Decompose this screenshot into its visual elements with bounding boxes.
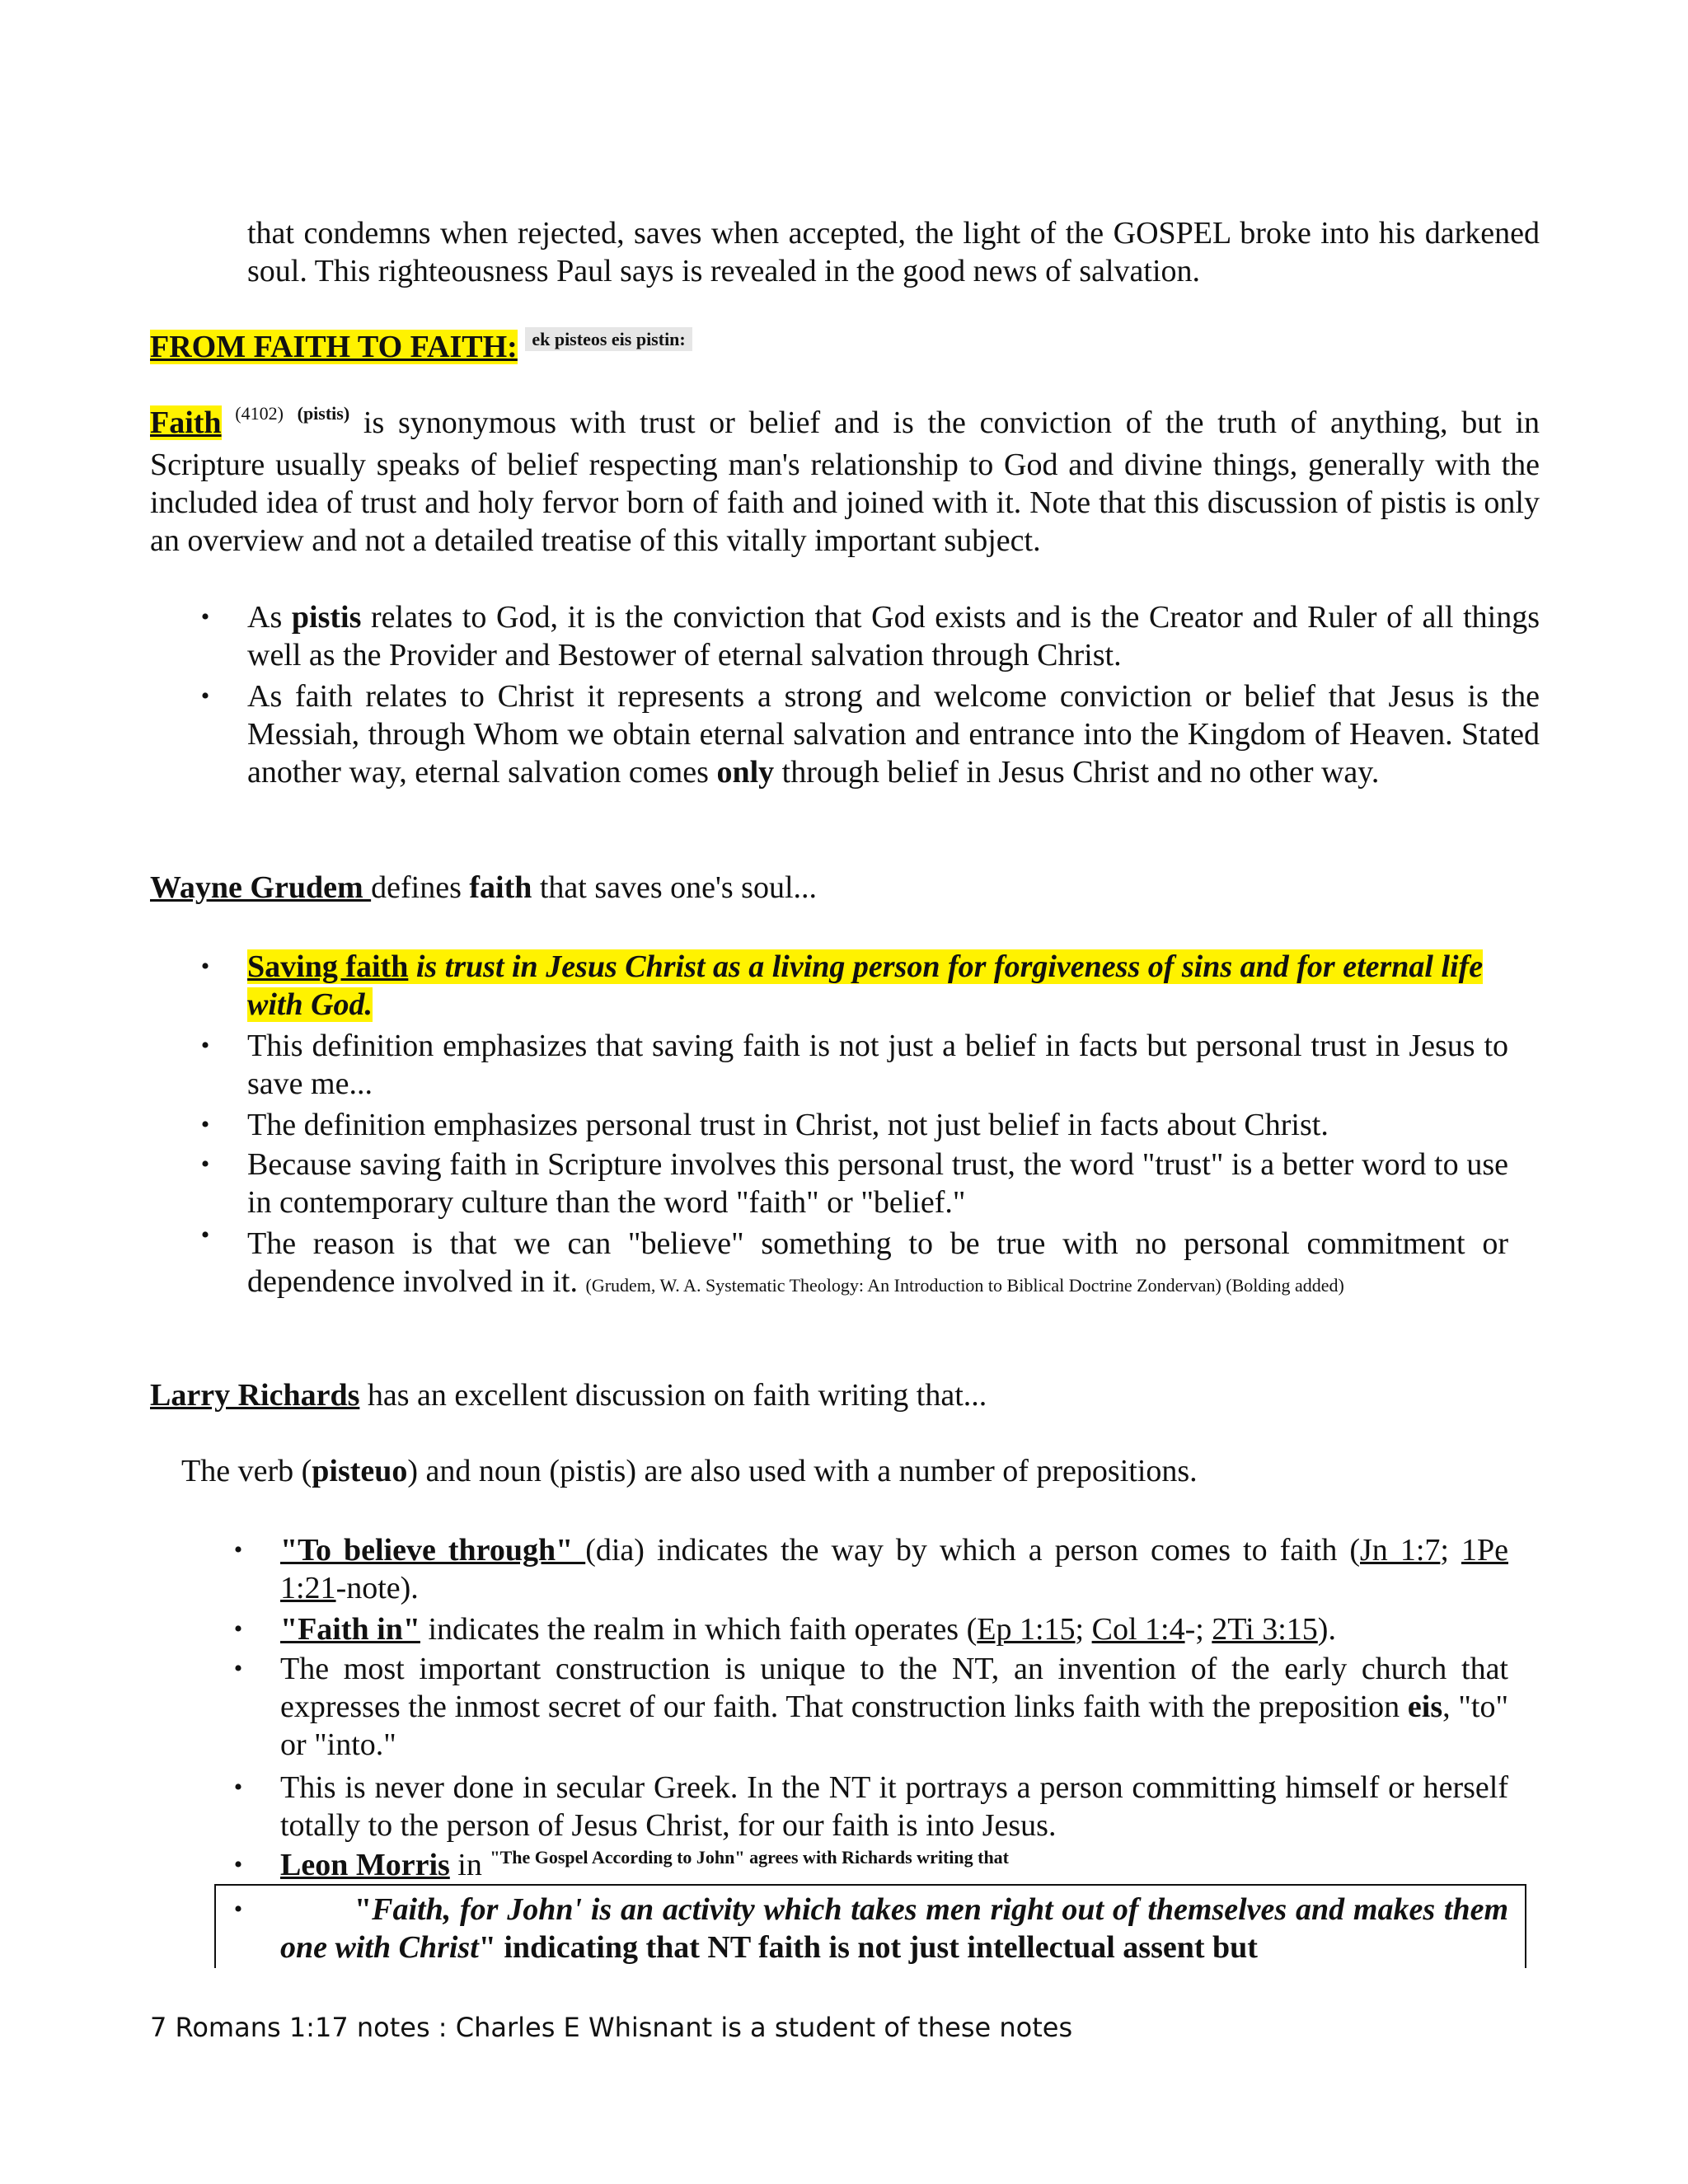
saving-faith-definition: is trust in Jesus Christ as a living person for forgiveness of sins and for eternal life with God.	[247, 949, 1484, 1022]
list-item	[247, 948, 1508, 1024]
list-item: Because saving faith in Scripture involves this personal trust, the word "trust" is a better word to use in contemporary culture than the word "faith" or "belief."	[247, 1147, 1508, 1220]
list-item: This definition emphasizes that saving faith is not just a belief in facts but personal trust in Jesus to save me...	[247, 1029, 1508, 1101]
bullet-dot: •	[233, 1774, 243, 1801]
bullet-dot: •	[233, 1896, 243, 1923]
list-item: Leon Morris in $^{"The Gospel According to John" agrees with Richards writing that}$	[280, 1847, 1010, 1882]
bullet-dot: •	[233, 1655, 243, 1682]
scripture-link[interactable]: Jn 1:7	[1360, 1533, 1441, 1568]
list-item: As pistis relates to God, it is the conviction that God exists and is the Creator and Ruler of all things well as the Provider and Bestower of eternal salvation through Christ.	[247, 600, 1540, 673]
list-item: The definition emphasizes personal trust in Christ, not just belief in facts about Christ.	[247, 1108, 1329, 1142]
list-item: The most important construction is unique to the NT, an invention of the early church that expresses the inmost secret of our faith. That construction links faith with the preposition eis, "to" or "into."	[280, 1652, 1508, 1762]
bullet-dot: •	[200, 1151, 210, 1178]
book-reference: "The Gospel According to John" agrees with Richards writing that	[490, 1847, 1010, 1868]
intro-paragraph	[247, 214, 1540, 290]
faith-definition-text: is synonymous with trust or belief and is the conviction of the truth of anything, but in Scripture usually speaks of belief respecting man's relationship to God and divine things, generally with the included idea of trust and holy fervor born of faith and joined with it. Note that this discussion of pistis is only an overview and not a detailed treatise of this vitally important subject.	[150, 405, 1540, 558]
author-name: Leon Morris	[280, 1848, 450, 1882]
citation: (Grudem, W. A. Systematic Theology: An Introduction to Biblical Doctrine Zondervan) (Bolding added)	[585, 1275, 1344, 1296]
scripture-link[interactable]: 2Ti 3:15	[1212, 1612, 1318, 1647]
verb-line: The verb (pisteuo) and noun (pistis) are also used with a number of prepositions.	[181, 1454, 1198, 1488]
list-item: "Faith in" indicates the realm in which faith operates (Ep 1:15; Col 1:4-; 2Ti 3:15).	[280, 1612, 1336, 1647]
bullet-dot: •	[233, 1615, 243, 1643]
footer-text: 7 Romans 1:17 notes : Charles E Whisnant is a student of these notes	[150, 2012, 1073, 2043]
list-item: "To believe through" (dia) indicates the way by which a person comes to faith (Jn 1:7; 1Pe 1:21-note).	[280, 1533, 1508, 1605]
list-item: As faith relates to Christ it represents a strong and welcome conviction or belief that Jesus is the Messiah, through Whom we obtain eternal salvation and entrance into the Kingdom of Heaven. Stated another way, eternal salvation comes only through belief in Jesus Christ and no other way.	[247, 679, 1540, 790]
saving-faith-label: Saving faith	[247, 949, 409, 984]
bullet-dot: •	[200, 1111, 210, 1138]
heading-greek: ek pisteos eis pistin:	[525, 327, 692, 351]
bullet-dot: •	[200, 1032, 210, 1059]
section-heading	[150, 328, 1551, 370]
strongs-number: (4102)	[235, 403, 284, 424]
scripture-link[interactable]: Col 1:4	[1091, 1612, 1185, 1647]
bullet-dot: •	[200, 603, 210, 630]
list-item: This is never done in secular Greek. In the NT it portrays a person committing himself or herself totally to the person of Jesus Christ, for our faith is into Jesus.	[280, 1770, 1508, 1843]
author-name: Larry Richards	[150, 1378, 360, 1413]
grudem-line: Wayne Grudem defines faith that saves one's soul...	[150, 870, 817, 905]
bullet-dot: •	[200, 1221, 210, 1249]
intro-text: that condemns when rejected, saves when accepted, the light of the GOSPEL broke into his darkened soul. This righteousness Paul says is revealed in the good news of salvation.	[247, 216, 1540, 288]
heading-title: FROM FAITH TO FAITH:	[150, 330, 518, 364]
faith-definition	[150, 404, 1540, 560]
greek-word: (pistis)	[297, 403, 350, 424]
bullet-dot: •	[200, 953, 210, 980]
bullet-dot: •	[233, 1536, 243, 1563]
scripture-link[interactable]: 1Pe 1:21	[280, 1533, 1508, 1605]
bullet-dot: •	[200, 682, 210, 710]
quote-text: "Faith, for John' is an activity which takes men right out of themselves and makes them one with Christ" indicating that NT faith is not just intellectual assent but	[280, 1892, 1508, 1965]
list-item: The reason is that we can "believe" something to be true with no personal commitment or dependence involved in it. (Grudem, W. A. Systematic Theology: An Introduction to Biblical Doctrine Zondervan) (Bolding added)	[247, 1226, 1508, 1299]
faith-word: Faith	[150, 405, 222, 440]
bullet-dot: •	[233, 1851, 243, 1878]
author-name: Wayne Grudem	[150, 870, 372, 905]
page-footer	[150, 2011, 1072, 2044]
richards-line: Larry Richards has an excellent discussion on faith writing that...	[150, 1378, 987, 1413]
scripture-link[interactable]: Ep 1:15	[977, 1612, 1076, 1647]
